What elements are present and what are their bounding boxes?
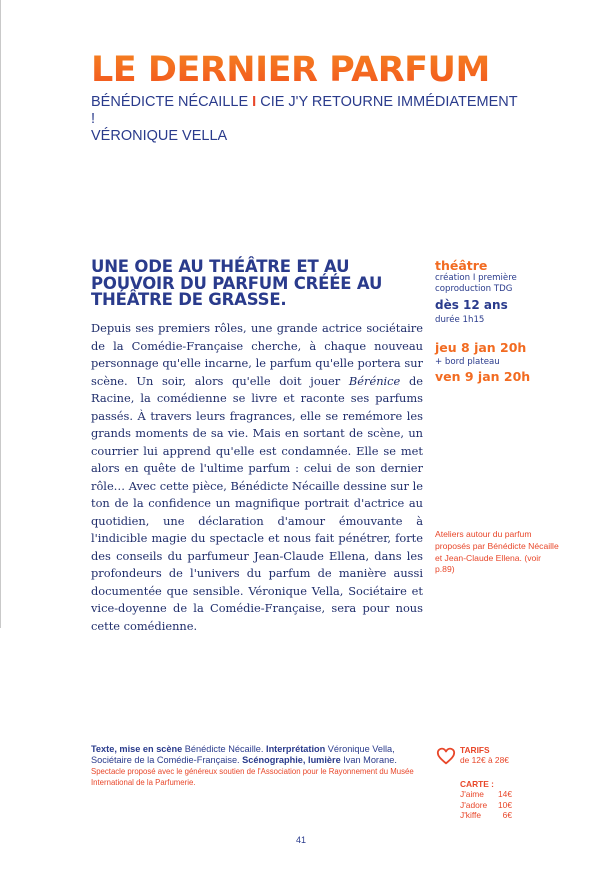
article-heading: UNE ODE AU THÉÂTRE ET AU POUVOIR DU PARFUM CRÉÉE AU THÉÂTRE DE GRASSE. — [91, 257, 383, 309]
artist-name: BÉNÉDICTE NÉCAILLE — [91, 94, 249, 110]
carte-name: J'aime — [460, 789, 484, 800]
show-credits — [91, 94, 521, 145]
carte-row — [460, 800, 530, 810]
interpretation-label: Interprétation — [266, 744, 326, 754]
performer-name: VÉRONIQUE VELLA — [91, 128, 228, 144]
sponsor-note: Spectacle proposé avec le généreux soutien de l'Association pour le Rayonnement du Musée International de la Parfumerie. — [91, 767, 414, 787]
date-1: jeu 8 jan 20h — [435, 340, 527, 355]
scenographie-value: Ivan Morane. — [340, 755, 397, 766]
tarifs-block — [460, 745, 530, 820]
tarifs-label: TARIFS — [460, 745, 490, 755]
page-number: 41 — [296, 835, 307, 845]
carte-name: J'kiffe — [460, 810, 481, 821]
age-label: dès 12 ans — [435, 298, 508, 312]
carte-name: J'adore — [460, 799, 488, 810]
credits-separator: I — [252, 94, 257, 110]
page-title: LE DERNIER PARFUM — [91, 50, 490, 90]
carte-price: 6€ — [502, 810, 512, 821]
footer-credits — [91, 744, 421, 788]
article-body — [91, 320, 423, 635]
heart-icon — [436, 747, 456, 765]
body-text-part-2: de Racine, la comédienne se livre et raconte ses parfums passés. À travers leurs fragrances, elle se remémore les grands moments de sa vie. Mais en sortant de scène, un courrier lui apprend qu'elle est condamnée. Elle se met alors en quête de l'ultime parfum : celui de son dernier rôle… Avec cette pièce, Bénédicte Nécaille dessine sur le ton de la confidence un magnifique portrait d'actrice au quotidien, une déclaration d'amour émouvante à l'indicible magie du spectacle et nous fait pénétrer, forte des conseils du parfumeur Jean-Claude Ellena, dans les profondeurs de l'univers du parfum de manière aussi documentée que sensible. Véronique Vella, Sociétaire et vice-doyenne de la Comédie-Française, sera pour nous cette comédienne. — [91, 373, 424, 633]
company-name: CIE J'Y RETOURNE IMMÉDIATEMENT ! — [91, 94, 518, 127]
show-info-sidebar — [435, 258, 565, 384]
duration-label: durée 1h15 — [435, 315, 485, 325]
coproduction-label: coproduction TDG — [435, 284, 513, 294]
texte-value: Bénédicte Nécaille. — [182, 744, 267, 754]
carte-price: 10€ — [498, 799, 512, 810]
carte-row — [460, 810, 530, 820]
carte-label: CARTE : — [460, 778, 494, 789]
creation-label: création I première — [435, 273, 517, 283]
body-text-part-1: Depuis ses premiers rôles, une grande actrice sociétaire de la Comédie-Française cherche, à chaque nouveau personnage qu'elle incarne, le parfum qu'elle portera sur scène. Un soir, alors qu'elle doit jouer — [91, 321, 423, 388]
interpretation-value: Véronique Vella, Sociétaire de la Comédie-Française. — [91, 744, 395, 766]
date-2: ven 9 jan 20h — [435, 369, 531, 384]
play-title-italic: Bérénice — [348, 373, 401, 388]
scenographie-label: Scénographie, lumière — [242, 755, 341, 766]
page-edge-rule — [0, 0, 1, 628]
texte-label: Texte, mise en scène — [91, 744, 183, 754]
bord-plateau-label: + bord plateau — [435, 357, 500, 367]
tarifs-range: de 12€ à 28€ — [460, 755, 509, 766]
genre-label: théâtre — [435, 258, 488, 273]
carte-row — [460, 789, 530, 799]
ateliers-note: Ateliers autour du parfum proposés par Bénédicte Nécaille et Jean-Claude Ellena. (voir p.89) — [435, 529, 559, 575]
carte-price: 14€ — [498, 789, 512, 800]
